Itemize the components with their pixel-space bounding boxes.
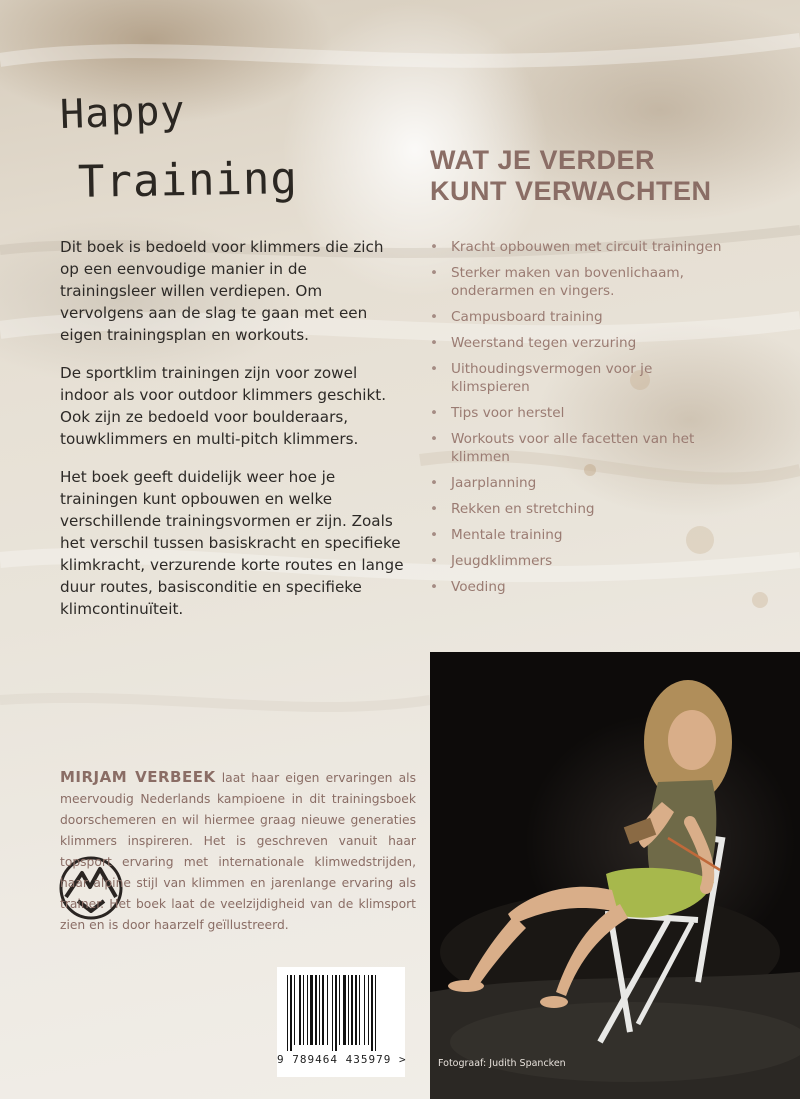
bullet-icon: • — [430, 265, 439, 281]
feature-label: Sterker maken van bovenlichaam, onderarmen en vingers. — [451, 265, 684, 299]
title-happy: Happy — [59, 87, 187, 139]
bullet-icon: • — [430, 431, 439, 447]
barcode-bar — [327, 975, 328, 1045]
title-training: Training — [77, 153, 299, 208]
photo-credit: Fotograaf: Judith Spancken — [438, 1058, 566, 1069]
barcode — [277, 967, 405, 1077]
barcode-bar — [332, 975, 333, 1051]
author-photo — [430, 652, 800, 1099]
author-bio-text: laat haar eigen ervaringen als meervoudig Nederlands kampioene in dit trainingsboek doorschemeren en wil hiermee graag nieuwe generaties klimmers inspireren. Het is geschreven vanuit haar topsport ervaring met internationale klimwedstrijden, haar alpine stijl van klimmen en jarenlange ervaring als trainer. Het boek laat de veelzijdigheid van de klimsport zien en is door haarzelf geïllustreerd. — [60, 771, 416, 932]
expect-heading-line-1: WAT JE VERDER — [430, 145, 656, 175]
barcode-bar — [299, 975, 301, 1045]
barcode-bar — [310, 975, 313, 1045]
barcode-bar — [319, 975, 320, 1045]
feature-item — [428, 552, 728, 570]
feature-label: Weerstand tegen verzuring — [451, 335, 637, 351]
barcode-bar — [335, 975, 337, 1051]
intro-paragraph-1: Dit boek is bedoeld voor klimmers die zich op een eenvoudige manier in de trainingsleer willen verdiepen. Om vervolgens aan de slag te gaan met een eigen trainingsplan en workouts. — [60, 238, 384, 344]
barcode-bar — [307, 975, 308, 1045]
barcode-bar — [371, 975, 373, 1051]
barcode-bar — [375, 975, 376, 1051]
feature-item — [428, 360, 728, 396]
feature-label: Kracht opbouwen met circuit trainingen — [451, 239, 722, 255]
barcode-bar — [348, 975, 349, 1045]
barcode-bar — [290, 975, 292, 1051]
barcode-bar — [322, 975, 324, 1045]
barcode-bar — [351, 975, 353, 1045]
barcode-bar — [364, 975, 365, 1045]
feature-item — [428, 238, 728, 256]
barcode-marker: > — [398, 1053, 407, 1066]
expect-heading — [430, 145, 712, 207]
feature-item — [428, 404, 728, 422]
bullet-icon: • — [430, 309, 439, 325]
bullet-icon: • — [430, 239, 439, 255]
isbn-number — [277, 1053, 405, 1066]
barcode-bar — [343, 975, 346, 1045]
isbn-digits: 9 789464 435979 — [277, 1053, 392, 1066]
barcode-bar — [315, 975, 317, 1045]
feature-label: Mentale training — [451, 527, 563, 543]
expect-heading-line-2: KUNT VERWACHTEN — [430, 176, 712, 206]
feature-item — [428, 526, 728, 544]
feature-label: Voeding — [451, 579, 506, 595]
feature-label: Campusboard training — [451, 309, 603, 325]
barcode-bars — [285, 975, 397, 1051]
feature-item — [428, 578, 728, 596]
feature-item — [428, 334, 728, 352]
barcode-bar — [355, 975, 357, 1045]
feature-list — [428, 238, 728, 604]
feature-label: Jeugdklimmers — [451, 553, 553, 569]
barcode-bar — [339, 975, 340, 1045]
bullet-icon: • — [430, 501, 439, 517]
barcode-bar — [287, 975, 288, 1051]
feature-label: Workouts voor alle facetten van het klimmen — [451, 431, 695, 465]
feature-item — [428, 430, 728, 466]
feature-label: Uithoudingsvermogen voor je klimspieren — [451, 361, 653, 395]
bullet-icon: • — [430, 527, 439, 543]
barcode-bar — [303, 975, 304, 1045]
feature-item — [428, 308, 728, 326]
feature-label: Jaarplanning — [451, 475, 537, 491]
intro-paragraph-2: De sportklim trainingen zijn voor zowel indoor als voor outdoor klimmers geschikt. Ook zijn ze bedoeld voor boulderaars, touwklimmers en multi-pitch klimmers. — [60, 364, 387, 448]
feature-label: Rekken en stretching — [451, 501, 595, 517]
author-bio — [60, 767, 416, 936]
feature-item — [428, 264, 728, 300]
author-photo-illustration — [430, 652, 800, 1099]
feature-item — [428, 500, 728, 518]
barcode-bar — [294, 975, 295, 1045]
feature-item — [428, 474, 728, 492]
bullet-icon: • — [430, 361, 439, 377]
bullet-icon: • — [430, 553, 439, 569]
bullet-icon: • — [430, 475, 439, 491]
bullet-icon: • — [430, 579, 439, 595]
author-name: MIRJAM VERBEEK — [60, 768, 216, 786]
barcode-bar — [368, 975, 369, 1045]
feature-label: Tips voor herstel — [451, 405, 565, 421]
intro-paragraph-3: Het boek geeft duidelijk weer hoe je trainingen kunt opbouwen en welke verschillende trainingsvormen er zijn. Zoals het verschil tussen basiskracht en specifieke klimkracht, verzurende korte routes en lange duur routes, basisconditie en specifieke klimcontinuïteit. — [60, 468, 404, 618]
intro-text — [60, 236, 405, 636]
barcode-bar — [359, 975, 360, 1045]
bullet-icon: • — [430, 335, 439, 351]
bullet-icon: • — [430, 405, 439, 421]
